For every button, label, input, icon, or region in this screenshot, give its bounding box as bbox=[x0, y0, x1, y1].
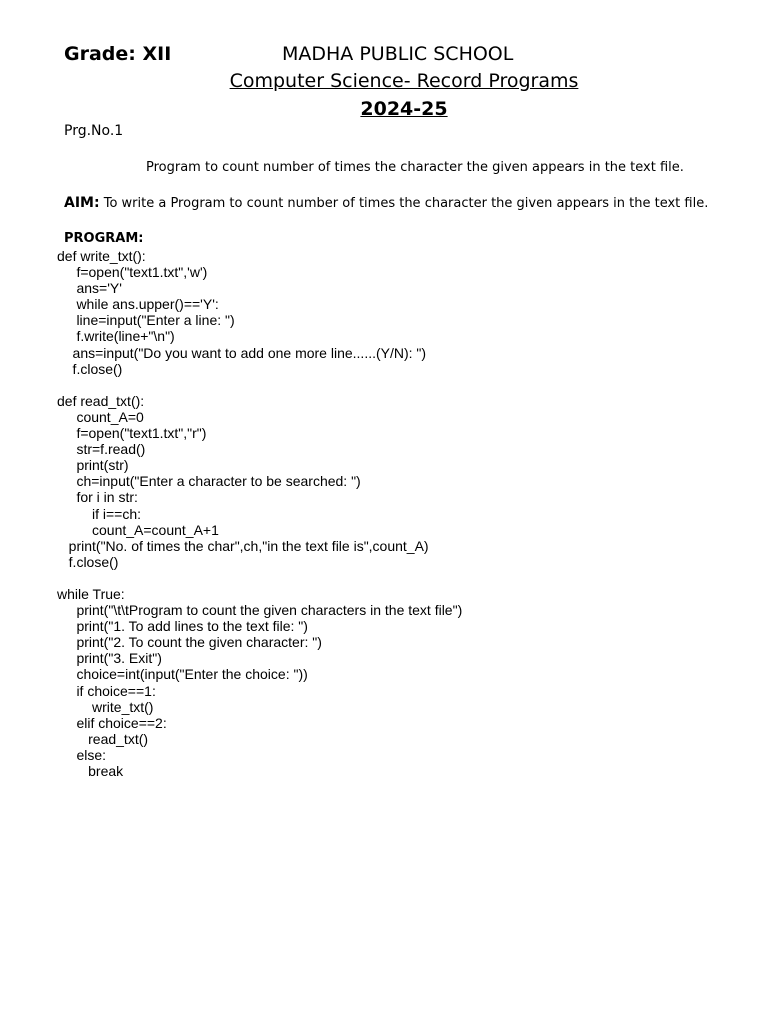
aim-text: To write a Program to count number of times the character the given appears in the text file. bbox=[99, 196, 709, 211]
program-heading: PROGRAM: bbox=[64, 231, 144, 246]
document-title: Computer Science- Record Programs bbox=[229, 70, 579, 92]
program-description: Program to count number of times the character the given appears in the text file. bbox=[146, 160, 684, 175]
program-number: Prg.No.1 bbox=[64, 123, 124, 139]
school-name: MADHA PUBLIC SCHOOL bbox=[282, 43, 514, 65]
code-listing: def write_txt(): f=open("text1.txt",'w') ans='Y' while ans.upper()=='Y': line=input("Enter a line: ") f.write(line+"\n") ans=input("Do you want to add one more line......(Y/N): ") f.close() def read_txt(): count_A=0 f=open("text1.txt","r") str=f.read() print(str) ch=input("Enter a character to be searched: ") for i in str: if i==ch: count_A=count_A+1 print("No. of times the char",ch,"in the text file is",count_A) f.close() while True: print("\t\tProgram to count the given characters in the text file") print("1. To add lines to the text file: ") print("2. To count the given character: ") print("3. Exit") choice=int(input("Enter the choice: ")) if choice==1: write_txt() elif choice==2: read_txt() else: break bbox=[57, 248, 463, 779]
aim-section bbox=[64, 195, 708, 211]
aim-label: AIM: bbox=[64, 195, 100, 211]
academic-year: 2024-25 bbox=[360, 98, 448, 120]
grade-label: Grade: XII bbox=[64, 43, 172, 65]
